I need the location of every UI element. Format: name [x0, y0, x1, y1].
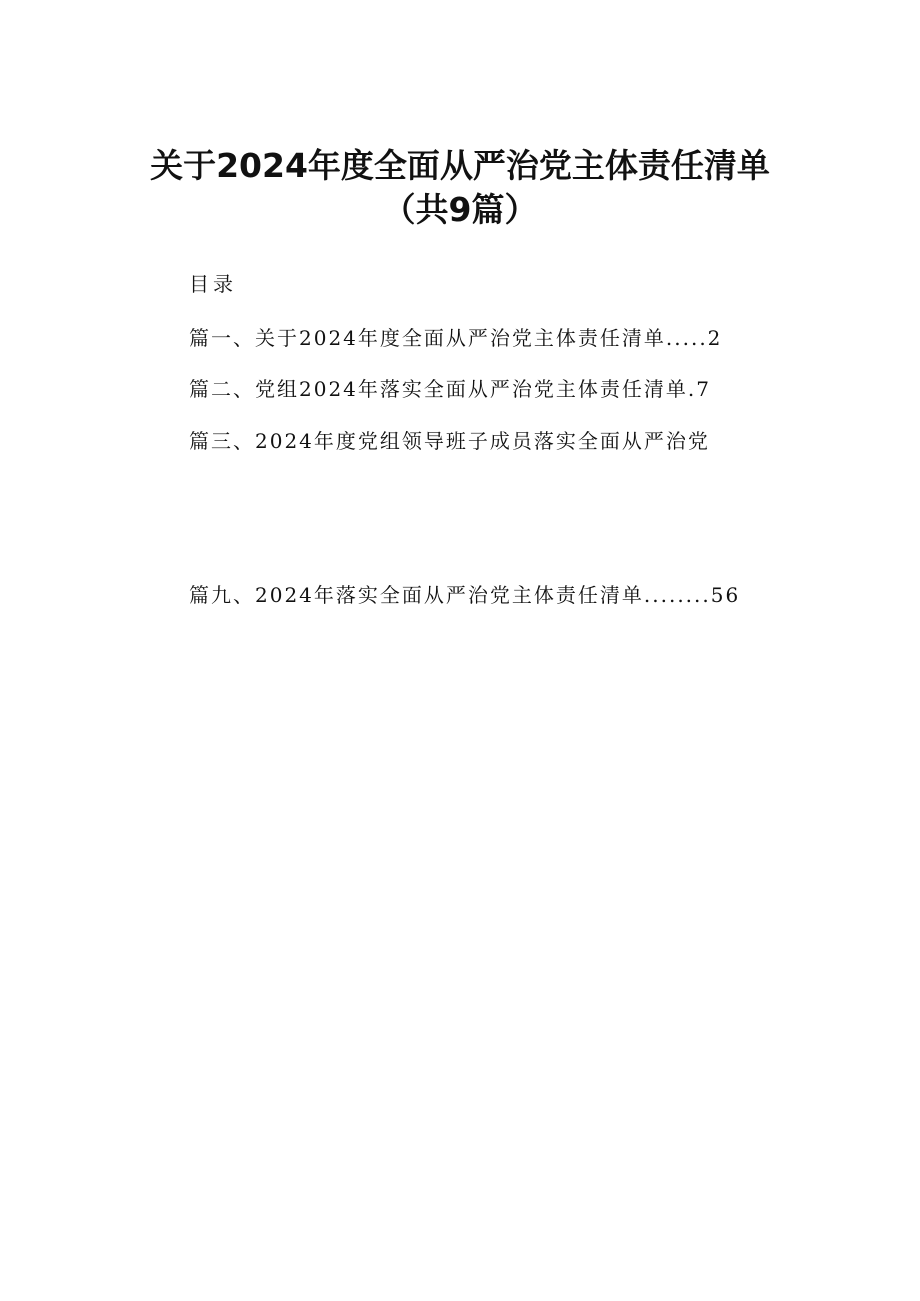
- document-title: 关于2024年度全面从严治党主体责任清单: [150, 146, 770, 185]
- toc-item[interactable]: 篇一、关于2024年度全面从严治党主体责任清单.....2: [189, 326, 723, 350]
- toc-item[interactable]: 篇九、2024年落实全面从严治党主体责任清单........56: [189, 583, 741, 607]
- toc-item[interactable]: 篇三、2024年度党组领导班子成员落实全面从严治党: [189, 429, 710, 453]
- document-subtitle: （共9篇）: [382, 190, 538, 229]
- toc-item[interactable]: 篇二、党组2024年落实全面从严治党主体责任清单.7: [189, 377, 711, 401]
- toc-heading: 目录: [189, 272, 237, 296]
